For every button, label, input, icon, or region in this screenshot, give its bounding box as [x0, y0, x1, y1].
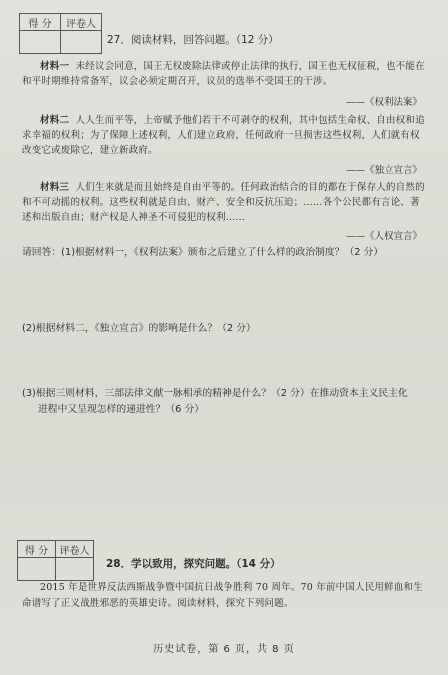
- score-label: 得 分: [18, 541, 56, 558]
- material-1-text: 未经议会同意，国王无权废除法律或停止法律的执行，国王也无权征税，也不能在和平时期维持常备军，议会必须定期召开，议员的选举不受国王的干涉。: [22, 61, 425, 87]
- score-cell[interactable]: [18, 558, 56, 581]
- question-2: (2)根据材料二，《独立宣言》的影响是什么？（2 分）: [22, 323, 256, 334]
- q28-title: 28．学以致用，探究问题。（14 分）: [106, 558, 281, 570]
- material-1-source: ——《权利法案》: [345, 97, 422, 108]
- material-3-text: 人们生来就是而且始终是自由平等的。任何政治结合的目的都在于保存人的自然的和不可动摇的权利。这些权利就是自由、财产、安全和反抗压迫；……各个公民都有言论、著述和出版自由；财产权是人神圣不可侵犯的权利……: [22, 182, 425, 223]
- material-2: [22, 113, 426, 158]
- material-2-label: 材料二: [40, 115, 70, 126]
- grader-cell[interactable]: [56, 558, 94, 581]
- material-3: [22, 180, 426, 225]
- score-box-q27: [19, 13, 102, 54]
- question-3-line-1: (3)根据三则材料，三部法律文献一脉相承的精神是什么？（2 分）在推动资本主义民主化: [22, 388, 408, 399]
- material-2-source: ——《独立宣言》: [345, 165, 422, 176]
- grader-label: 评卷人: [61, 14, 102, 31]
- score-box-q28: [17, 540, 94, 581]
- material-1: [22, 59, 426, 89]
- q27-title: 27．阅读材料，回答问题。（12 分）: [107, 34, 279, 46]
- score-label: 得 分: [20, 14, 61, 31]
- question-1: 请回答：(1)根据材料一，《权利法案》颁布之后建立了什么样的政治制度？（2 分）: [22, 247, 384, 258]
- page-footer: 历史试卷，第 6 页，共 8 页: [153, 644, 295, 655]
- material-2-text: 人人生而平等，上帝赋予他们若干不可剥夺的权利，其中包括生命权、自由权和追求幸福的权利；为了保障上述权利，人们建立政府，任何政府一旦损害这些权利，人们就有权改变它或废除它，建立新政府。: [22, 115, 425, 156]
- q28-intro: 2015 年是世界反法西斯战争暨中国抗日战争胜利 70 周年。70 年前中国人民用鲜血和生命谱写了正义战胜邪恶的英雄史诗。阅读材料，探究下列问题。: [22, 582, 423, 609]
- question-3-line-2: 进程中又呈现怎样的递进性？（6 分）: [38, 404, 205, 415]
- material-3-source: ——《人权宣言》: [345, 231, 422, 242]
- grader-label: 评卷人: [56, 541, 94, 558]
- material-3-label: 材料三: [40, 182, 70, 193]
- material-1-label: 材料一: [40, 61, 70, 72]
- question-3: [22, 386, 430, 418]
- grader-cell[interactable]: [61, 31, 102, 54]
- score-cell[interactable]: [20, 31, 61, 54]
